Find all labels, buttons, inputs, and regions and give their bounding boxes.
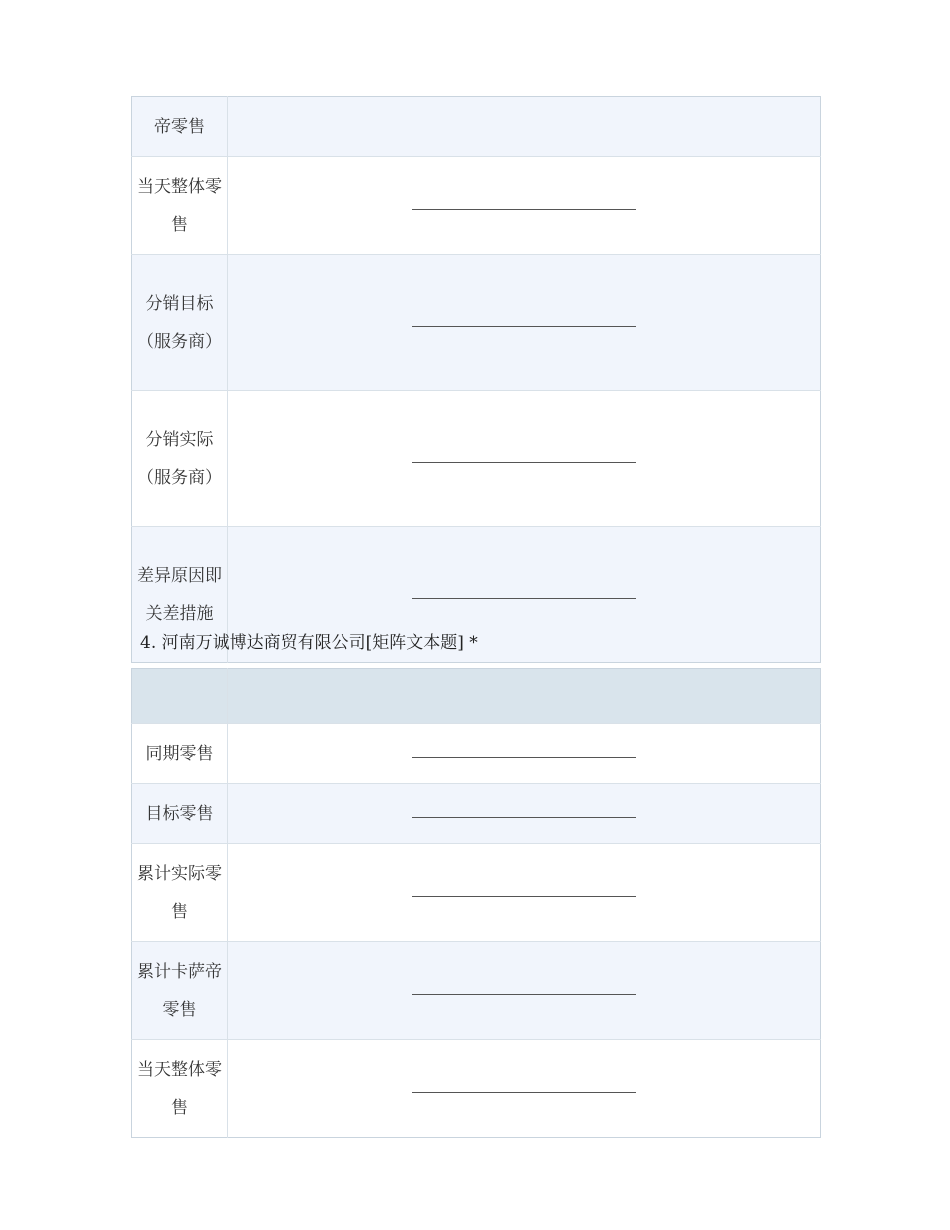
- answer-blank-line[interactable]: [412, 896, 636, 897]
- header-cell: [228, 669, 821, 724]
- text-answer-cell[interactable]: [228, 784, 821, 844]
- answer-blank-line[interactable]: [412, 462, 636, 463]
- row-label: 帝零售: [132, 97, 228, 157]
- answer-blank-line[interactable]: [412, 209, 636, 210]
- matrix-row: [132, 784, 821, 844]
- row-label: 累计卡萨帝零售: [132, 942, 228, 1040]
- question-title: 4. 河南万诚博达商贸有限公司[矩阵文本题] *: [140, 633, 478, 653]
- header-label: [132, 669, 228, 724]
- row-label: 分销目标（服务商）: [132, 255, 228, 391]
- text-answer-cell[interactable]: [228, 157, 821, 255]
- answer-blank-line[interactable]: [412, 757, 636, 758]
- text-answer-cell[interactable]: [228, 844, 821, 942]
- matrix-row: [132, 255, 821, 391]
- matrix-table-bottom: [131, 668, 821, 1138]
- row-label: 当天整体零售: [132, 157, 228, 255]
- text-answer-cell[interactable]: [228, 942, 821, 1040]
- answer-blank-line[interactable]: [412, 326, 636, 327]
- row-label: 分销实际（服务商）: [132, 391, 228, 527]
- row-label: 同期零售: [132, 724, 228, 784]
- matrix-row: [132, 1040, 821, 1138]
- answer-blank-line[interactable]: [412, 598, 636, 599]
- row-cell-empty: [228, 97, 821, 157]
- matrix-row: [132, 157, 821, 255]
- row-label: 当天整体零售: [132, 1040, 228, 1138]
- matrix-row: [132, 391, 821, 527]
- matrix-row: [132, 844, 821, 942]
- text-answer-cell[interactable]: [228, 391, 821, 527]
- row-label: 目标零售: [132, 784, 228, 844]
- matrix-row: [132, 724, 821, 784]
- answer-blank-line[interactable]: [412, 817, 636, 818]
- text-answer-cell[interactable]: [228, 255, 821, 391]
- matrix-row: [132, 97, 821, 157]
- text-answer-cell[interactable]: [228, 1040, 821, 1138]
- matrix-header-row: [132, 669, 821, 724]
- answer-blank-line[interactable]: [412, 1092, 636, 1093]
- matrix-row: [132, 942, 821, 1040]
- row-label: 累计实际零售: [132, 844, 228, 942]
- answer-blank-line[interactable]: [412, 994, 636, 995]
- matrix-table-top: [131, 96, 821, 663]
- row-label: 差异原因即关差措施: [132, 527, 228, 663]
- text-answer-cell[interactable]: [228, 724, 821, 784]
